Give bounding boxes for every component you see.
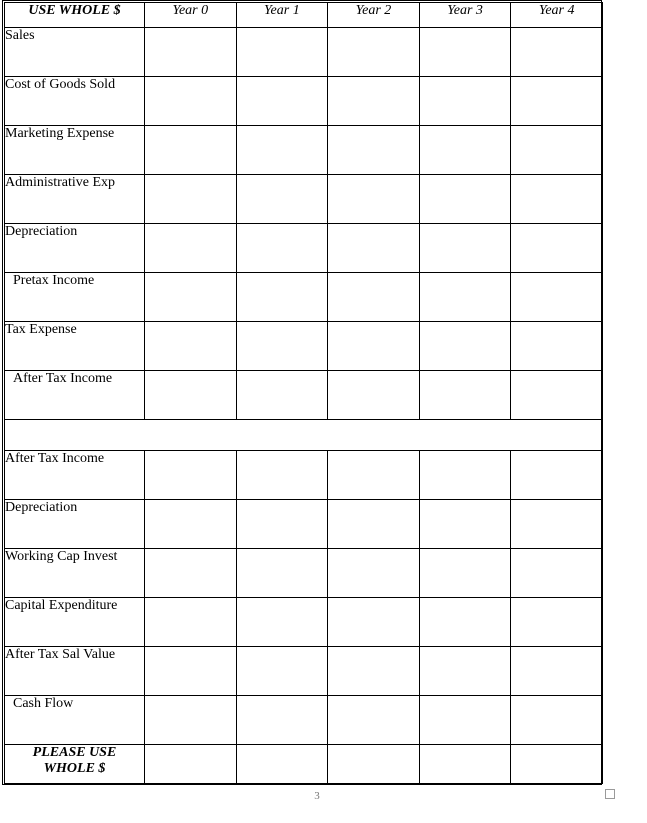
cell-year-0[interactable] bbox=[145, 273, 237, 322]
cell-year-4[interactable] bbox=[511, 175, 603, 224]
cell-year-4[interactable] bbox=[511, 451, 603, 500]
cell-year-1[interactable] bbox=[236, 500, 328, 549]
cell-year-0[interactable] bbox=[145, 598, 237, 647]
row-label: Cash Flow bbox=[5, 696, 145, 745]
cell-year-2[interactable] bbox=[328, 647, 420, 696]
cell-year-2[interactable] bbox=[328, 126, 420, 175]
cell-year-4[interactable] bbox=[511, 549, 603, 598]
cell-year-3[interactable] bbox=[419, 696, 511, 745]
table-resize-handle[interactable] bbox=[605, 789, 615, 799]
footer-row bbox=[5, 745, 603, 784]
cell-year-1[interactable] bbox=[236, 28, 328, 77]
row-label: Depreciation bbox=[5, 500, 145, 549]
cell-year-1[interactable] bbox=[236, 126, 328, 175]
cell-year-2[interactable] bbox=[328, 371, 420, 420]
cell-year-2[interactable] bbox=[328, 322, 420, 371]
cell-year-1[interactable] bbox=[236, 647, 328, 696]
row-label: After Tax Sal Value bbox=[5, 647, 145, 696]
footer-label-line-2: WHOLE $ bbox=[43, 761, 106, 776]
cell-year-0[interactable] bbox=[145, 77, 237, 126]
row-administrative-exp bbox=[5, 175, 603, 224]
cell-year-3[interactable] bbox=[419, 126, 511, 175]
page-number: 3 bbox=[314, 790, 320, 802]
cell-year-2[interactable] bbox=[328, 500, 420, 549]
cell-year-2[interactable] bbox=[328, 451, 420, 500]
row-cost-of-goods-sold bbox=[5, 77, 603, 126]
cell-year-3[interactable] bbox=[419, 175, 511, 224]
cell-year-3[interactable] bbox=[419, 500, 511, 549]
cell-year-1[interactable] bbox=[236, 598, 328, 647]
row-label: Cost of Goods Sold bbox=[5, 77, 145, 126]
cell-year-1[interactable] bbox=[236, 273, 328, 322]
row-label: Capital Expenditure bbox=[5, 598, 145, 647]
cell-year-3[interactable] bbox=[419, 322, 511, 371]
header-year-4: Year 4 bbox=[511, 3, 603, 28]
cell-year-3[interactable] bbox=[419, 549, 511, 598]
header-year-2: Year 2 bbox=[328, 3, 420, 28]
row-sales bbox=[5, 28, 603, 77]
row-working-cap-invest bbox=[5, 549, 603, 598]
row-after-tax-sal-value bbox=[5, 647, 603, 696]
row-label: Sales bbox=[5, 28, 145, 77]
cell-year-2[interactable] bbox=[328, 598, 420, 647]
row-cf-depreciation bbox=[5, 500, 603, 549]
cell-year-3[interactable] bbox=[419, 371, 511, 420]
footer-label-line-1: PLEASE USE bbox=[32, 745, 117, 760]
cell-year-0[interactable] bbox=[145, 500, 237, 549]
cell-year-1[interactable] bbox=[236, 77, 328, 126]
cell-year-4[interactable] bbox=[511, 77, 603, 126]
cell-year-4[interactable] bbox=[511, 371, 603, 420]
cell-year-1[interactable] bbox=[236, 175, 328, 224]
cell-year-0[interactable] bbox=[145, 224, 237, 273]
cell-year-3[interactable] bbox=[419, 28, 511, 77]
cell-year-0[interactable] bbox=[145, 745, 237, 784]
cell-year-0[interactable] bbox=[145, 175, 237, 224]
row-label: After Tax Income bbox=[5, 451, 145, 500]
cell-year-2[interactable] bbox=[328, 273, 420, 322]
cell-year-1[interactable] bbox=[236, 696, 328, 745]
row-tax-expense bbox=[5, 322, 603, 371]
cell-year-0[interactable] bbox=[145, 371, 237, 420]
cell-year-2[interactable] bbox=[328, 224, 420, 273]
cell-year-0[interactable] bbox=[145, 647, 237, 696]
cell-year-4[interactable] bbox=[511, 273, 603, 322]
row-cash-flow bbox=[5, 696, 603, 745]
section-divider-row bbox=[5, 420, 603, 451]
cell-year-4[interactable] bbox=[511, 224, 603, 273]
row-depreciation bbox=[5, 224, 603, 273]
cell-year-4[interactable] bbox=[511, 696, 603, 745]
row-label: Pretax Income bbox=[5, 273, 145, 322]
cell-year-2[interactable] bbox=[328, 549, 420, 598]
cell-year-1[interactable] bbox=[236, 549, 328, 598]
cell-year-1[interactable] bbox=[236, 322, 328, 371]
cell-year-4[interactable] bbox=[511, 28, 603, 77]
cell-year-2[interactable] bbox=[328, 745, 420, 784]
cell-year-1[interactable] bbox=[236, 224, 328, 273]
cell-year-3[interactable] bbox=[419, 224, 511, 273]
header-year-3: Year 3 bbox=[419, 3, 511, 28]
header-year-1: Year 1 bbox=[236, 3, 328, 28]
cell-year-4[interactable] bbox=[511, 647, 603, 696]
footer-label bbox=[5, 745, 145, 784]
row-marketing-expense bbox=[5, 126, 603, 175]
cell-year-3[interactable] bbox=[419, 598, 511, 647]
cell-year-4[interactable] bbox=[511, 745, 603, 784]
cell-year-1[interactable] bbox=[236, 451, 328, 500]
cell-year-3[interactable] bbox=[419, 745, 511, 784]
cell-year-2[interactable] bbox=[328, 28, 420, 77]
cell-year-1[interactable] bbox=[236, 745, 328, 784]
header-label: USE WHOLE $ bbox=[5, 3, 145, 28]
cell-year-0[interactable] bbox=[145, 696, 237, 745]
cell-year-3[interactable] bbox=[419, 273, 511, 322]
cell-year-0[interactable] bbox=[145, 451, 237, 500]
cell-year-0[interactable] bbox=[145, 126, 237, 175]
row-after-tax-income bbox=[5, 371, 603, 420]
cell-year-3[interactable] bbox=[419, 77, 511, 126]
cell-year-0[interactable] bbox=[145, 28, 237, 77]
row-label: Administrative Exp bbox=[5, 175, 145, 224]
cell-year-4[interactable] bbox=[511, 126, 603, 175]
row-cf-after-tax-income bbox=[5, 451, 603, 500]
header-row bbox=[5, 3, 603, 28]
row-label: Tax Expense bbox=[5, 322, 145, 371]
cell-year-3[interactable] bbox=[419, 647, 511, 696]
cell-year-0[interactable] bbox=[145, 549, 237, 598]
section-divider bbox=[5, 420, 603, 451]
row-label: After Tax Income bbox=[5, 371, 145, 420]
row-label: Marketing Expense bbox=[5, 126, 145, 175]
cell-year-2[interactable] bbox=[328, 175, 420, 224]
cell-year-1[interactable] bbox=[236, 371, 328, 420]
cell-year-0[interactable] bbox=[145, 322, 237, 371]
row-pretax-income bbox=[5, 273, 603, 322]
cell-year-2[interactable] bbox=[328, 77, 420, 126]
cell-year-4[interactable] bbox=[511, 322, 603, 371]
row-label: Depreciation bbox=[5, 224, 145, 273]
financial-worksheet-table bbox=[2, 0, 602, 785]
cell-year-4[interactable] bbox=[511, 598, 603, 647]
cell-year-2[interactable] bbox=[328, 696, 420, 745]
header-year-0: Year 0 bbox=[145, 3, 237, 28]
cell-year-4[interactable] bbox=[511, 500, 603, 549]
worksheet-grid bbox=[4, 2, 603, 784]
row-label: Working Cap Invest bbox=[5, 549, 145, 598]
cell-year-3[interactable] bbox=[419, 451, 511, 500]
row-capital-expenditure bbox=[5, 598, 603, 647]
